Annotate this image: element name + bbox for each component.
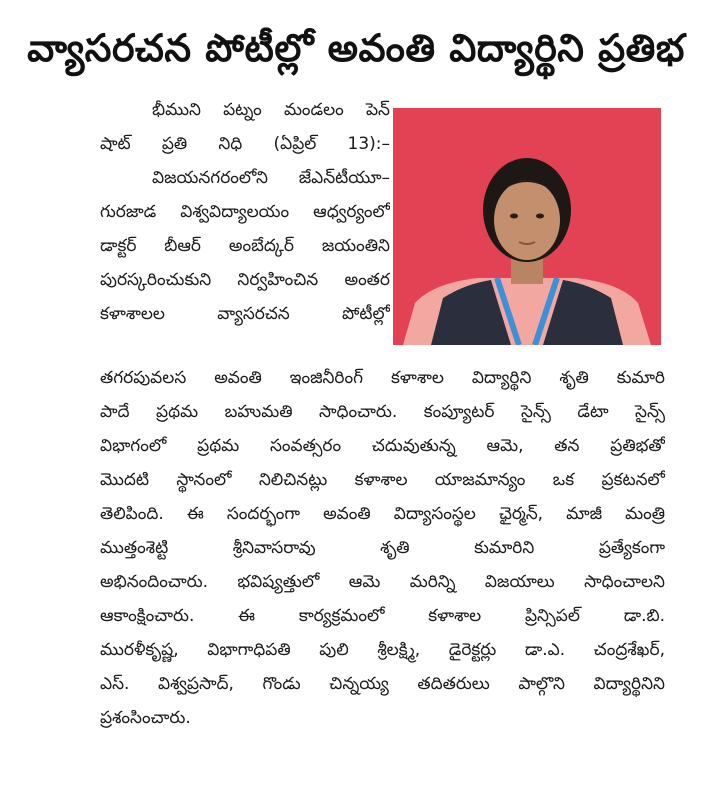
article-line: ముత్తంశెట్టి శ్రీనివాసరావు శృతి కుమారిని ప్రత్యేకంగా xyxy=(100,538,665,558)
article-line: మురళీకృష్ణ, విభాగాధిపతి పులి శ్రీలక్ష్మి, డైరెక్టర్లు డా.ఎ. చంద్రశేఖర్, xyxy=(100,640,665,660)
article-line: అభినందించారు. భవిష్యత్తులో ఆమె మరిన్ని విజయాలు సాధించాలని xyxy=(100,572,665,592)
article-line: విభాగంలో ప్రథమ సంవత్సరం చదువుతున్న ఆమె, తన ప్రతిభతో xyxy=(100,436,665,456)
article-line: తగరపువలస అవంతి ఇంజినీరింగ్ కళాశాల విద్యార్థిని శృతి కుమారి xyxy=(100,368,665,388)
article-line: ఎస్. విశ్వప్రసాద్, గొండు చిన్నయ్య తదితరులు పాల్గొని విద్యార్థినిని xyxy=(100,674,665,694)
article-line: పాదే ప్రథమ బహుమతి సాధించారు. కంప్యూటర్ సైన్స్ డేటా సైన్స్ xyxy=(100,402,665,422)
article-line: ఆకాంక్షించారు. ఈ కార్యక్రమంలో కళాశాల ప్రిన్సిపల్ డా.బి. xyxy=(100,606,665,626)
article-line: మొదటి స్థానంలో నిలిచినట్లు కళాశాల యాజమాన్యం ఒక ప్రకటనలో xyxy=(100,470,665,490)
article-line: ప్రశంసించారు. xyxy=(100,708,191,728)
article-line: కళాశాలల వ్యాసరచన పోటీల్లో xyxy=(100,304,390,324)
article-line: భీముని పట్నం మండలం పెన్ xyxy=(152,100,390,120)
headline: వ్యాసరచన పోటీల్లో అవంతి విద్యార్థిని ప్రతిభ xyxy=(27,26,685,70)
article-line: డాక్టర్ బీఆర్ అంబేద్కర్ జయంతిని xyxy=(100,236,390,256)
article-line: షాట్ ప్రతి నిధి (ఏప్రిల్ 13):– xyxy=(100,134,390,154)
article-line: పురస్కరించుకుని నిర్వహించిన అంతర xyxy=(100,270,390,290)
article-line: విజయనగరంలోని జేఎన్‌టీయూ– xyxy=(152,168,390,188)
article-line: తెలిపింది. ఈ సందర్భంగా అవంతి విద్యాసంస్థల ఛైర్మన్, మాజీ మంత్రి xyxy=(100,504,665,524)
article-line: గురజాడ విశ్వవిద్యాలయం ఆధ్వర్యంలో xyxy=(100,202,390,222)
